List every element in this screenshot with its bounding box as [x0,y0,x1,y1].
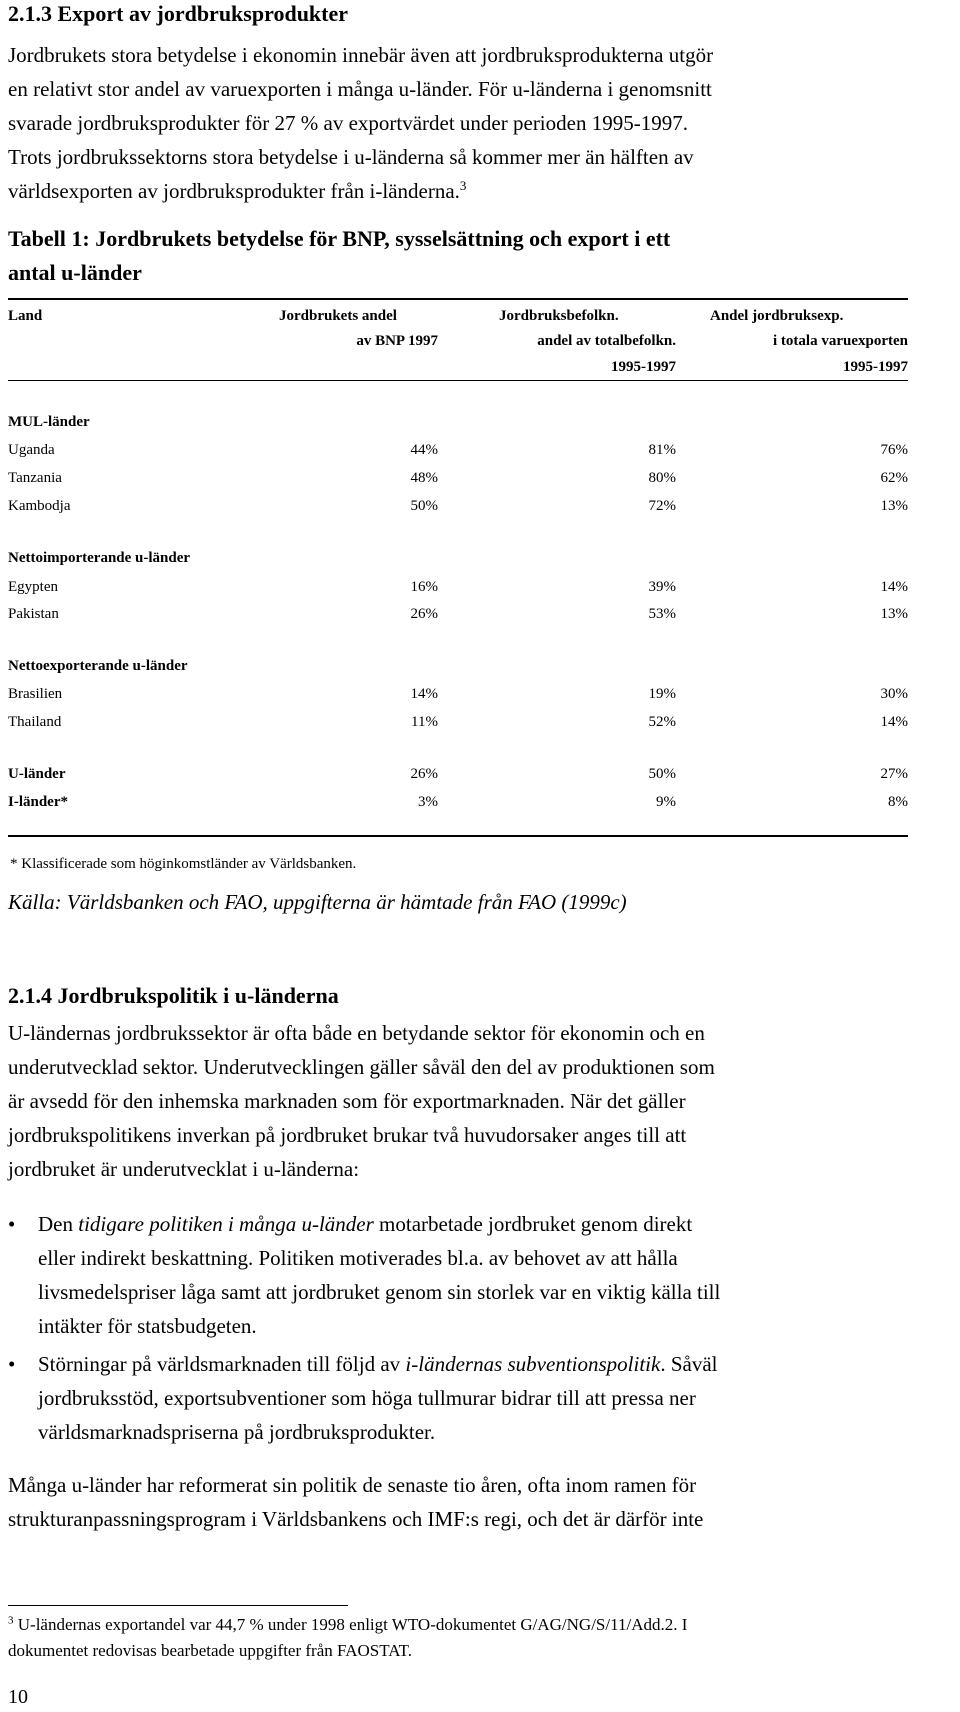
cell-exp: 30% [880,686,908,702]
cell-exp: 8% [888,794,908,810]
paragraph-line: jordbrukspolitikens inverkan på jordbruket brukar två huvudorsaker anges till att [8,1123,687,1147]
cell-bef: 19% [648,686,676,702]
cell-bnp: 16% [410,579,438,595]
caption-line: antal u-länder [8,260,142,285]
table-source: Källa: Världsbanken och FAO, uppgifterna är hämtade från FAO (1999c) [8,890,627,914]
cell-bef: 53% [648,606,676,622]
cell-bnp: 48% [410,470,438,486]
footnote-text: U-ländernas exportandel var 44,7 % under 1998 enligt WTO-dokumentet G/AG/NG/S/11/Add.2. I [13,1615,688,1634]
section-heading: 2.1.4 Jordbrukspolitik i u-länderna [8,983,339,1008]
cell-land: Thailand [8,714,62,730]
header-bef-line1: Jordbruksbefolkn. [499,308,619,324]
paragraph-line: svarade jordbruksprodukter för 27 % av exportvärdet under perioden 1995-1997. [8,111,688,135]
table-note: * Klassificerade som höginkomstländer av Världsbanken. [10,856,357,872]
footnote-line [8,1612,687,1638]
cell-bef: 50% [648,766,676,782]
table-group-title: Nettoexporterande u-länder [8,658,188,674]
cell-land: Uganda [8,442,55,458]
cell-bef: 39% [648,579,676,595]
paragraph-line: Trots jordbrukssektorns stora betydelse i u-länderna så kommer mer än hälften av [8,145,694,169]
paragraph-line: en relativt stor andel av varuexporten i många u-länder. För u-länderna i genomsnitt [8,77,712,101]
cell-bef: 81% [648,442,676,458]
paragraph-line: Jordbrukets stora betydelse i ekonomin innebär även att jordbruksprodukterna utgör [8,43,714,67]
cell-exp: 13% [880,498,908,514]
header-exp-line2: i totala varuexporten [773,333,908,349]
cell-land: Egypten [8,579,58,595]
section-heading: 2.1.3 Export av jordbruksprodukter [8,1,349,26]
cell-exp: 76% [880,442,908,458]
header-bnp-line2: av BNP 1997 [356,333,438,349]
bullet-text: motarbetade jordbruket genom direkt [373,1212,693,1236]
table-bottom-rule [8,835,908,837]
caption-line: Tabell 1: Jordbrukets betydelse för BNP, sysselsättning och export i ett [8,226,671,251]
bullet-line: eller indirekt beskattning. Politiken motiverades bl.a. av behovet av att hålla [38,1246,678,1270]
bullet-line: världsmarknadspriserna på jordbruksprodukter. [38,1420,436,1444]
paragraph-line: underutvecklad sektor. Underutvecklingen gäller såväl den del av produktionen som [8,1055,715,1079]
cell-bef: 80% [648,470,676,486]
cell-bnp: 3% [418,794,438,810]
cell-bef: 52% [648,714,676,730]
cell-land: I-länder* [8,794,68,810]
table-group-title: MUL-länder [8,414,90,430]
bullet-emphasis: i-ländernas subventionspolitik [405,1352,661,1376]
paragraph-line: U-ländernas jordbrukssektor är ofta både en betydande sektor för ekonomin och en [8,1021,705,1045]
paragraph-line [8,174,713,208]
footnote-reference[interactable]: 3 [459,178,467,193]
body-paragraph [8,1016,715,1186]
footnote-line: dokumentet redovisas bearbetade uppgifter från FAOSTAT. [8,1641,412,1660]
cell-land: Tanzania [8,470,62,486]
cell-land: U-länder [8,766,66,782]
bullet-line [38,1207,720,1241]
cell-bnp: 50% [410,498,438,514]
cell-exp: 27% [880,766,908,782]
bullet-text: Störningar på världsmarknaden till följd av [38,1352,406,1376]
cell-bnp: 44% [410,442,438,458]
cell-exp: 13% [880,606,908,622]
bullet-line: jordbruksstöd, exportsubventioner som höga tullmurar bidrar till att pressa ner [38,1386,696,1410]
footnote-marker: 3 [8,1614,14,1627]
table-caption [8,222,670,290]
body-paragraph [8,1468,703,1536]
table-top-rule [8,298,908,300]
cell-exp: 14% [880,714,908,730]
cell-land: Pakistan [8,606,59,622]
header-bef-line2: andel av totalbefolkn. [537,333,676,349]
paragraph-line: strukturanpassningsprogram i Världsbankens och IMF:s regi, och det är därför inte [8,1507,704,1531]
cell-land: Brasilien [8,686,63,702]
cell-bnp: 26% [410,606,438,622]
header-exp-line3: 1995-1997 [843,359,908,375]
cell-exp: 14% [880,579,908,595]
header-bef-line3: 1995-1997 [611,359,676,375]
footnote-separator [8,1605,348,1606]
page-number: 10 [8,1686,28,1708]
bullet-text: Den [38,1212,79,1236]
cell-bef: 72% [648,498,676,514]
bullet-icon: • [8,1352,16,1376]
footnote [8,1612,687,1664]
header-bnp-line1: Jordbrukets andel [279,308,397,324]
paragraph-line: är avsedd för den inhemska marknaden som för exportmarknaden. När det gäller [8,1089,686,1113]
cell-bnp: 14% [410,686,438,702]
bullet-line [38,1347,717,1381]
cell-exp: 62% [880,470,908,486]
table-group-title: Nettoimporterande u-länder [8,550,191,566]
table-header-rule [8,380,908,381]
paragraph-line: Många u-länder har reformerat sin politik de senaste tio åren, ofta inom ramen för [8,1473,697,1497]
header-exp-line1: Andel jordbruksexp. [710,308,844,324]
body-paragraph [8,38,713,208]
bullet-emphasis: tidigare politiken i många u-länder [78,1212,374,1236]
header-land: Land [8,308,43,324]
bullet-text: . Såväl [660,1352,718,1376]
cell-bnp: 26% [410,766,438,782]
paragraph-line: jordbruket är underutvecklat i u-länderna: [8,1157,360,1181]
bullet-icon: • [8,1212,16,1236]
cell-land: Kambodja [8,498,71,514]
bullet-line: livsmedelspriser låga samt att jordbruket genom sin storlek var en viktig källa till [38,1280,721,1304]
cell-bnp: 11% [411,714,438,730]
cell-bef: 9% [656,794,676,810]
bullet-line: intäkter för statsbudgeten. [38,1314,257,1338]
paragraph-text: världsexporten av jordbruksprodukter från i-länderna. [8,179,460,203]
